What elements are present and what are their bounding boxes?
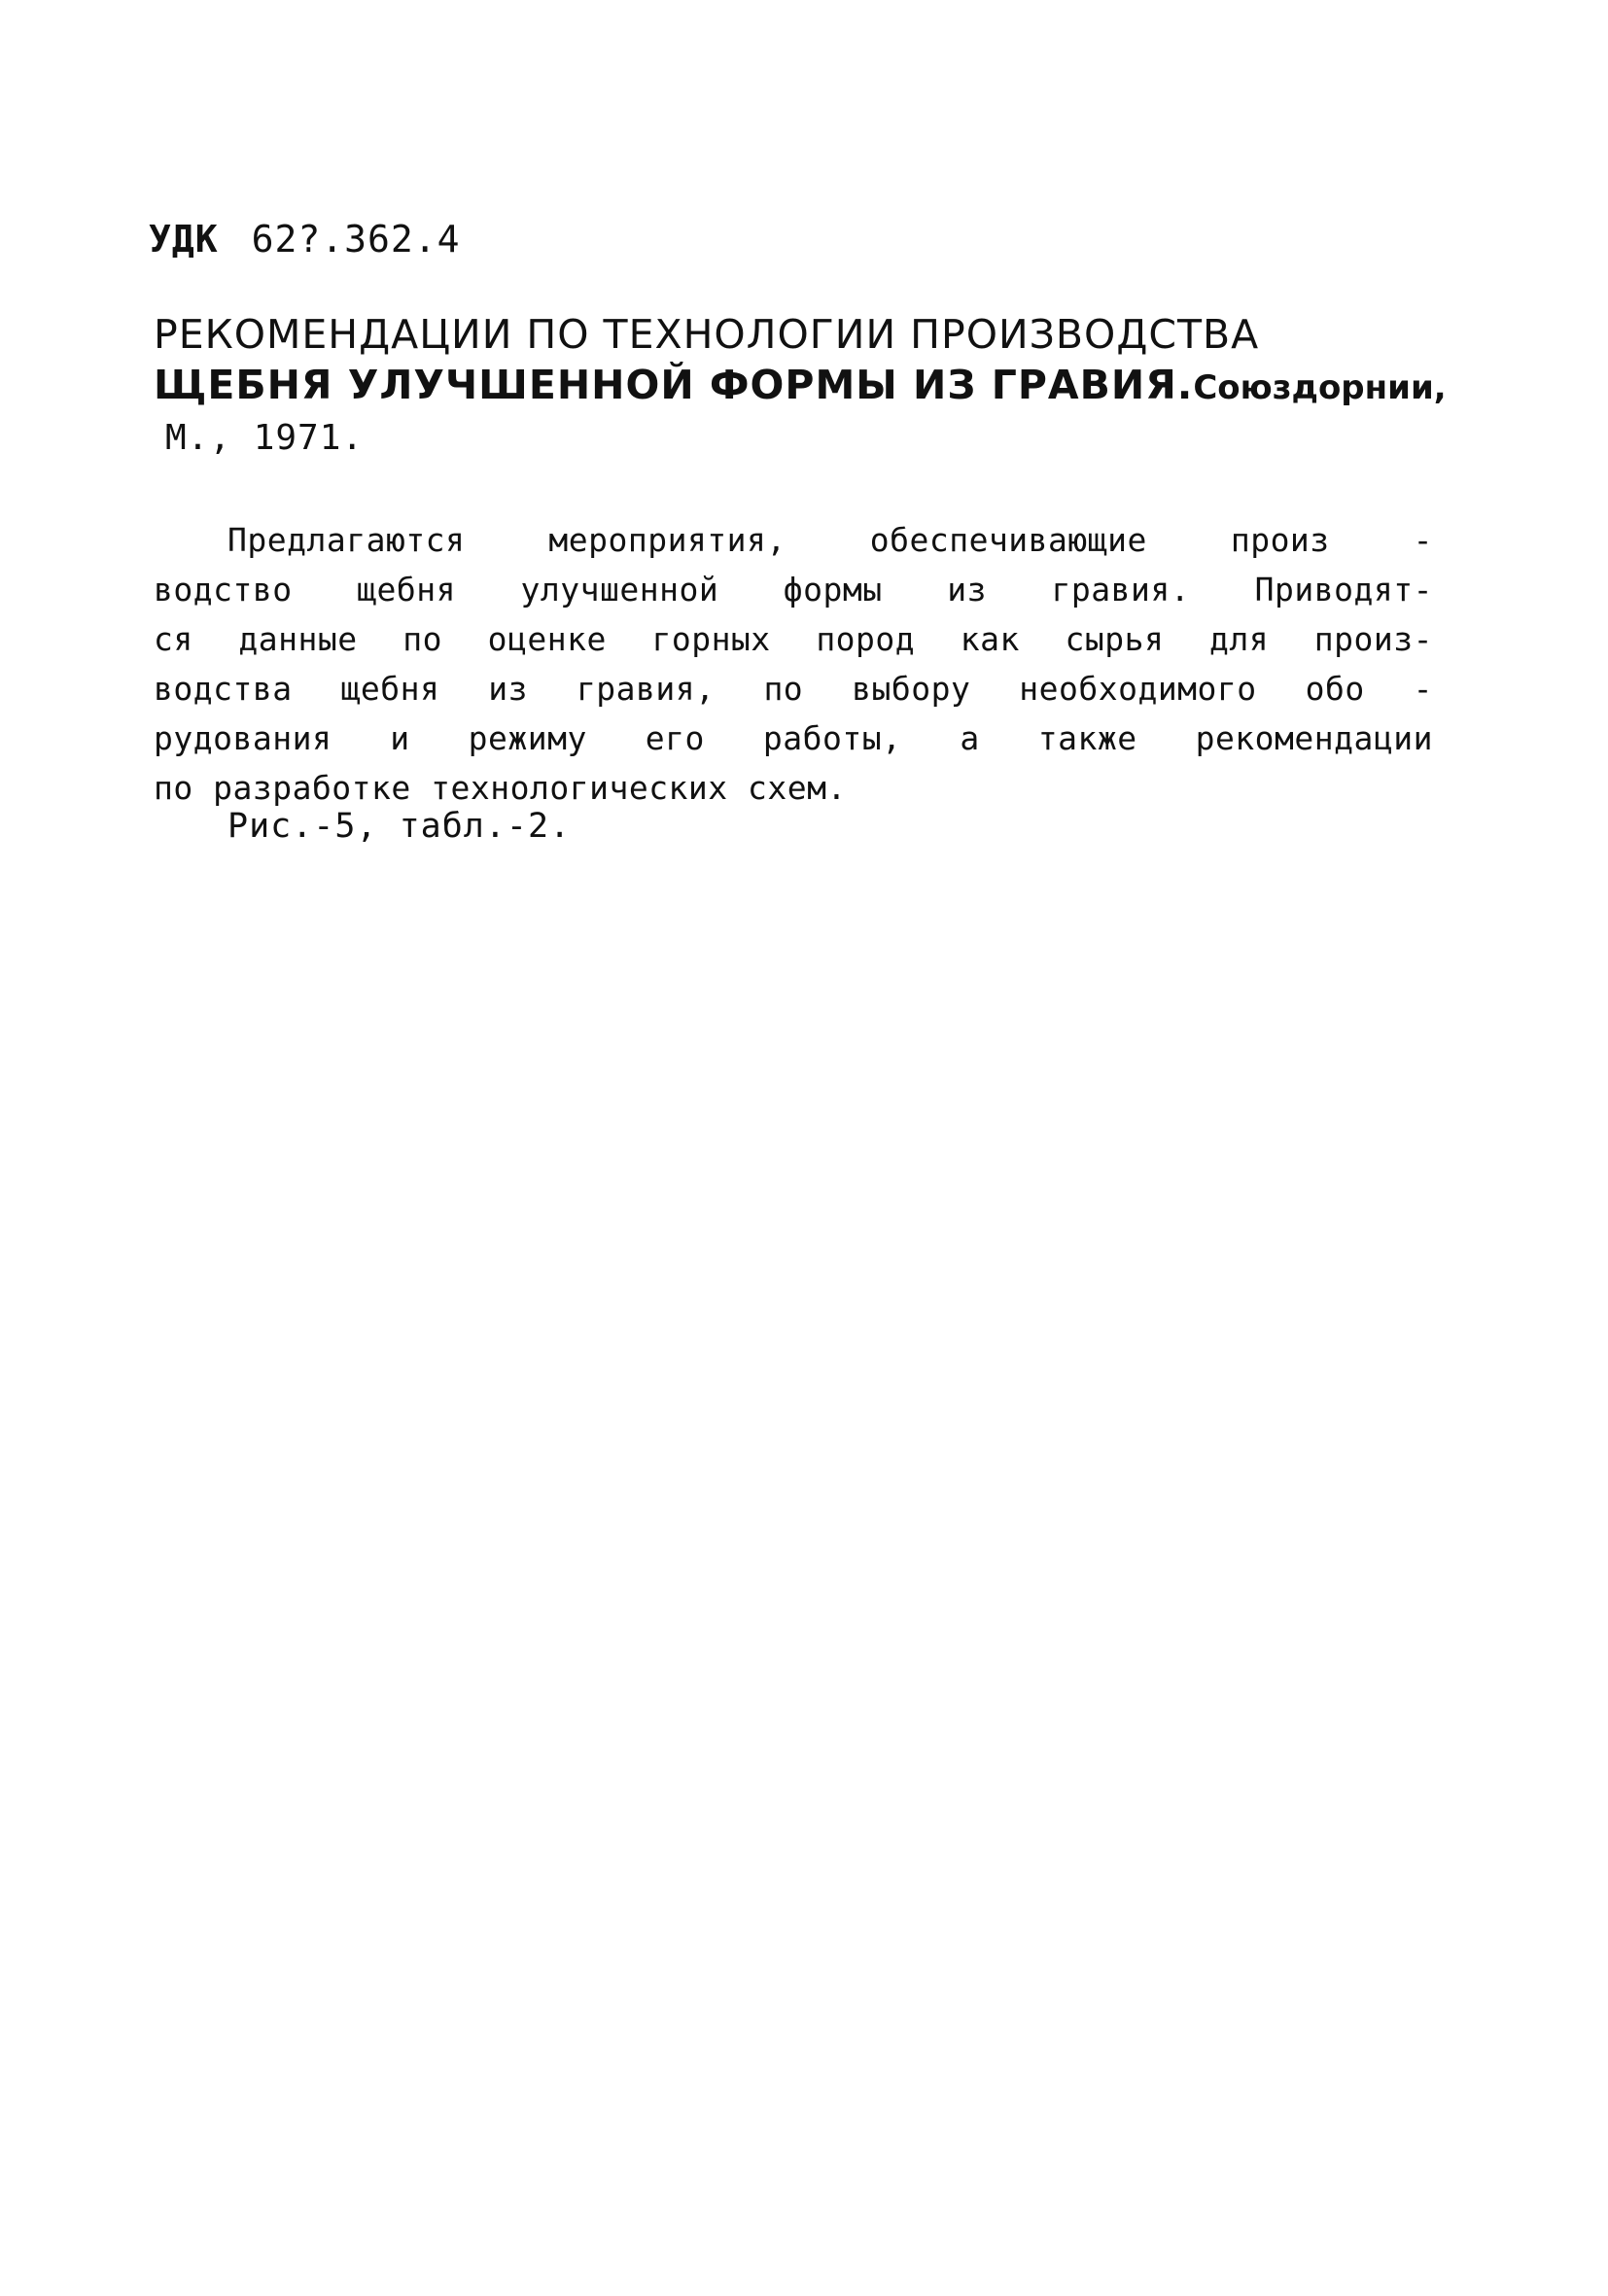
abstract-line: водство щебня улучшенной формы из гравия. Приводят- [154, 571, 1433, 609]
udk-label: УДК [149, 218, 219, 261]
title-line-2: ЩЕБНЯ УЛУЧШЕННОЙ ФОРМЫ ИЗ ГРАВИЯ. [154, 362, 1194, 408]
abstract-line: по разработке технологических схем. [154, 769, 847, 807]
abstract-line: рудования и режиму его работы, а также рекомендации [154, 719, 1433, 757]
abstract-line: ся данные по оценке горных пород как сырья для произ- [154, 620, 1433, 658]
title-line-1: РЕКОМЕНДАЦИИ ПО ТЕХНОЛОГИИ ПРОИЗВОДСТВА [154, 311, 1260, 358]
abstract [154, 515, 1433, 813]
udk-line [149, 218, 461, 261]
place-year: М., 1971. [165, 418, 365, 458]
abstract-line: водства щебня из гравия, по выбору необходимого обо - [154, 670, 1433, 708]
title-line-2-row [154, 360, 1447, 413]
bibliographic-title [154, 309, 1447, 464]
udk-code: 62?.362.4 [251, 218, 461, 261]
publisher: Союздорнии, [1193, 368, 1447, 407]
abstract-line: Предлагаются мероприятия, обеспечивающие произ - [227, 521, 1433, 559]
figures-tables-count: Рис.-5, табл.-2. [227, 807, 572, 846]
